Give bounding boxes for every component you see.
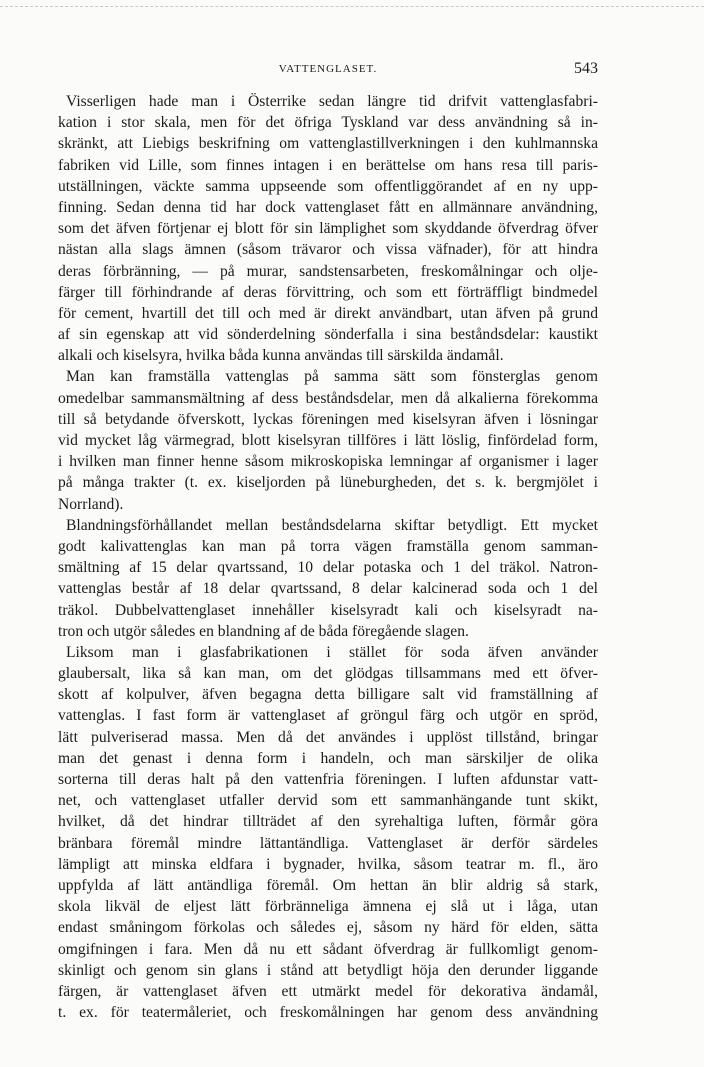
text-line: lämpligt att minska eldfara i bygnader, hvilka, såsom teatrar m. fl., äro: [58, 855, 598, 873]
text-line: fabriken vid Lille, som finnes intagen i en berättelse om hans resa till paris-: [58, 156, 598, 174]
text-line: hvilket, då det hindrar tillträdet af den syrehaltiga luften, förmår göra: [58, 813, 598, 831]
text-line: till så betydande öfverskott, lyckas föreningen med kiselsyran äfven i lösningar: [58, 410, 598, 428]
text-line: Liksom man i glasfabrikationen i stället för soda äfven använder: [66, 643, 598, 661]
page-header: [58, 60, 598, 84]
text-line: som det äfven förtjenar ej blott för sin lämplighet som skyddande öfverdrag öfver: [58, 220, 598, 238]
text-line: vid mycket låg värmegrad, blott kiselsyran tillföres i lätt löslig, finfördelad form,: [58, 432, 598, 449]
text-line: glaubersalt, lika så kan man, om det glödgas tillsammans med ett öfver-: [58, 665, 598, 683]
text-line: i hvilken man finner henne såsom mikroskopiska lemningar af organismer i lager: [58, 453, 598, 471]
text-line: omgifningen i fara. Men då nu ett sådant öfverdrag är fullkomligt genom-: [58, 940, 598, 958]
body-text: [58, 91, 598, 1023]
text-line: skränkt, att Liebigs beskrifning om vattenglastillverkningen i den kuhlmannska: [58, 135, 598, 153]
text-line: färger till förhindrande af deras förvittring, och som ett förträffligt bindmedel: [58, 283, 598, 301]
text-line: tron och utgör således en blandning af de båda föregående slagen.: [58, 622, 469, 640]
text-line: på många trakter (t. ex. kiseljorden på lüneburgheden, det s. k. bergmjölet i: [58, 474, 598, 492]
text-line: skola likväl de eljest lätt förbränneliga ämnena ej slå ut i låga, utan: [58, 898, 598, 916]
text-line: Man kan framställa vattenglas på samma sätt som fönsterglas genom: [66, 368, 598, 386]
text-line: smältning af 15 delar qvartssand, 10 delar potaska och 1 del träkol. Natron-: [58, 559, 598, 577]
text-line: vattenglas. I fast form är vattenglaset af gröngul färg och utgör en spröd,: [58, 707, 598, 725]
text-line: kation i stor skala, men för det öfriga Tyskland var dess användning så in-: [58, 114, 598, 132]
text-line: bränbara föremål mindre lättantändliga. Vattenglaset är derför särdeles: [58, 834, 598, 852]
text-line: Norrland).: [58, 495, 124, 513]
text-line: lätt pulveriserad massa. Men då det användes i upplöst tillstånd, bringar: [58, 728, 598, 746]
text-line: net, och vattenglaset utfaller dervid som ett sammanhängande tunt skikt,: [58, 792, 598, 810]
text-line: omedelbar sammansmältning af dess beståndsdelar, men då alkalierna förekomma: [58, 389, 598, 407]
text-line: för cement, hvartill det till och med är direkt användbart, utan äfven på grund: [58, 304, 598, 322]
text-line: sorterna till deras halt på den vattenfria föreningen. I luften afdunstar vatt-: [58, 771, 598, 788]
text-line: färgen, är vattenglaset äfven ett utmärkt medel för dekorativa ändamål,: [58, 982, 598, 1000]
text-line: skinligt och genom sin glans i stånd att betydligt höja den derunder liggande: [58, 961, 598, 979]
text-line: utställningen, väckte samma uppseende som offentliggörandet af en ny upp-: [58, 177, 598, 195]
text-line: Visserligen hade man i Österrike sedan längre tid drifvit vattenglasfabri-: [66, 93, 598, 110]
text-line: finning. Sedan denna tid har dock vattenglaset fått en allmännare användning,: [58, 198, 598, 216]
text-line: Blandningsförhållandet mellan beståndsdelarna skiftar betydligt. Ett mycket: [66, 516, 598, 534]
top-edge-rule: [0, 6, 704, 7]
text-line: man det genast i denna form i handeln, och man särskiljer de olika: [58, 749, 598, 767]
text-line: vattenglas består af 18 delar qvartssand, 8 delar kalcinerad soda och 1 del: [58, 580, 598, 598]
text-line: nästan alla slags ämnen (såsom trävaror och vissa väfnader), för att hindra: [58, 241, 598, 259]
text-line: af sin egenskap att vid sönderdelning sönderfalla i sina beståndsdelar: kaustikt: [58, 326, 598, 344]
text-line: endast småningom förkolas och således ej, såsom ny härd för elden, sätta: [58, 919, 598, 937]
text-line: godt kalivattenglas kan man på torra vägen framställa genom samman-: [58, 537, 598, 555]
text-line: alkali och kiselsyra, hvilka båda kunna användas till särskilda ändamål.: [58, 347, 504, 365]
text-line: t. ex. för teatermåleriet, och freskomålningen har genom dess användning: [58, 1004, 598, 1022]
text-line: deras förbränning, — på murar, sandstensarbeten, freskomålningar och olje-: [58, 262, 598, 280]
running-title: VATTENGLASET.: [278, 63, 378, 75]
text-line: träkol. Dubbelvattenglaset innehåller kiselsyradt kali och kiselsyradt na-: [58, 601, 598, 619]
text-line: uppfylda af lätt antändliga föremål. Om hettan än blir aldrig så stark,: [58, 876, 598, 894]
text-line: skott af kolpulver, äfven begagna detta billigare salt vid framställning af: [58, 686, 598, 704]
page-number: 543: [574, 60, 598, 77]
